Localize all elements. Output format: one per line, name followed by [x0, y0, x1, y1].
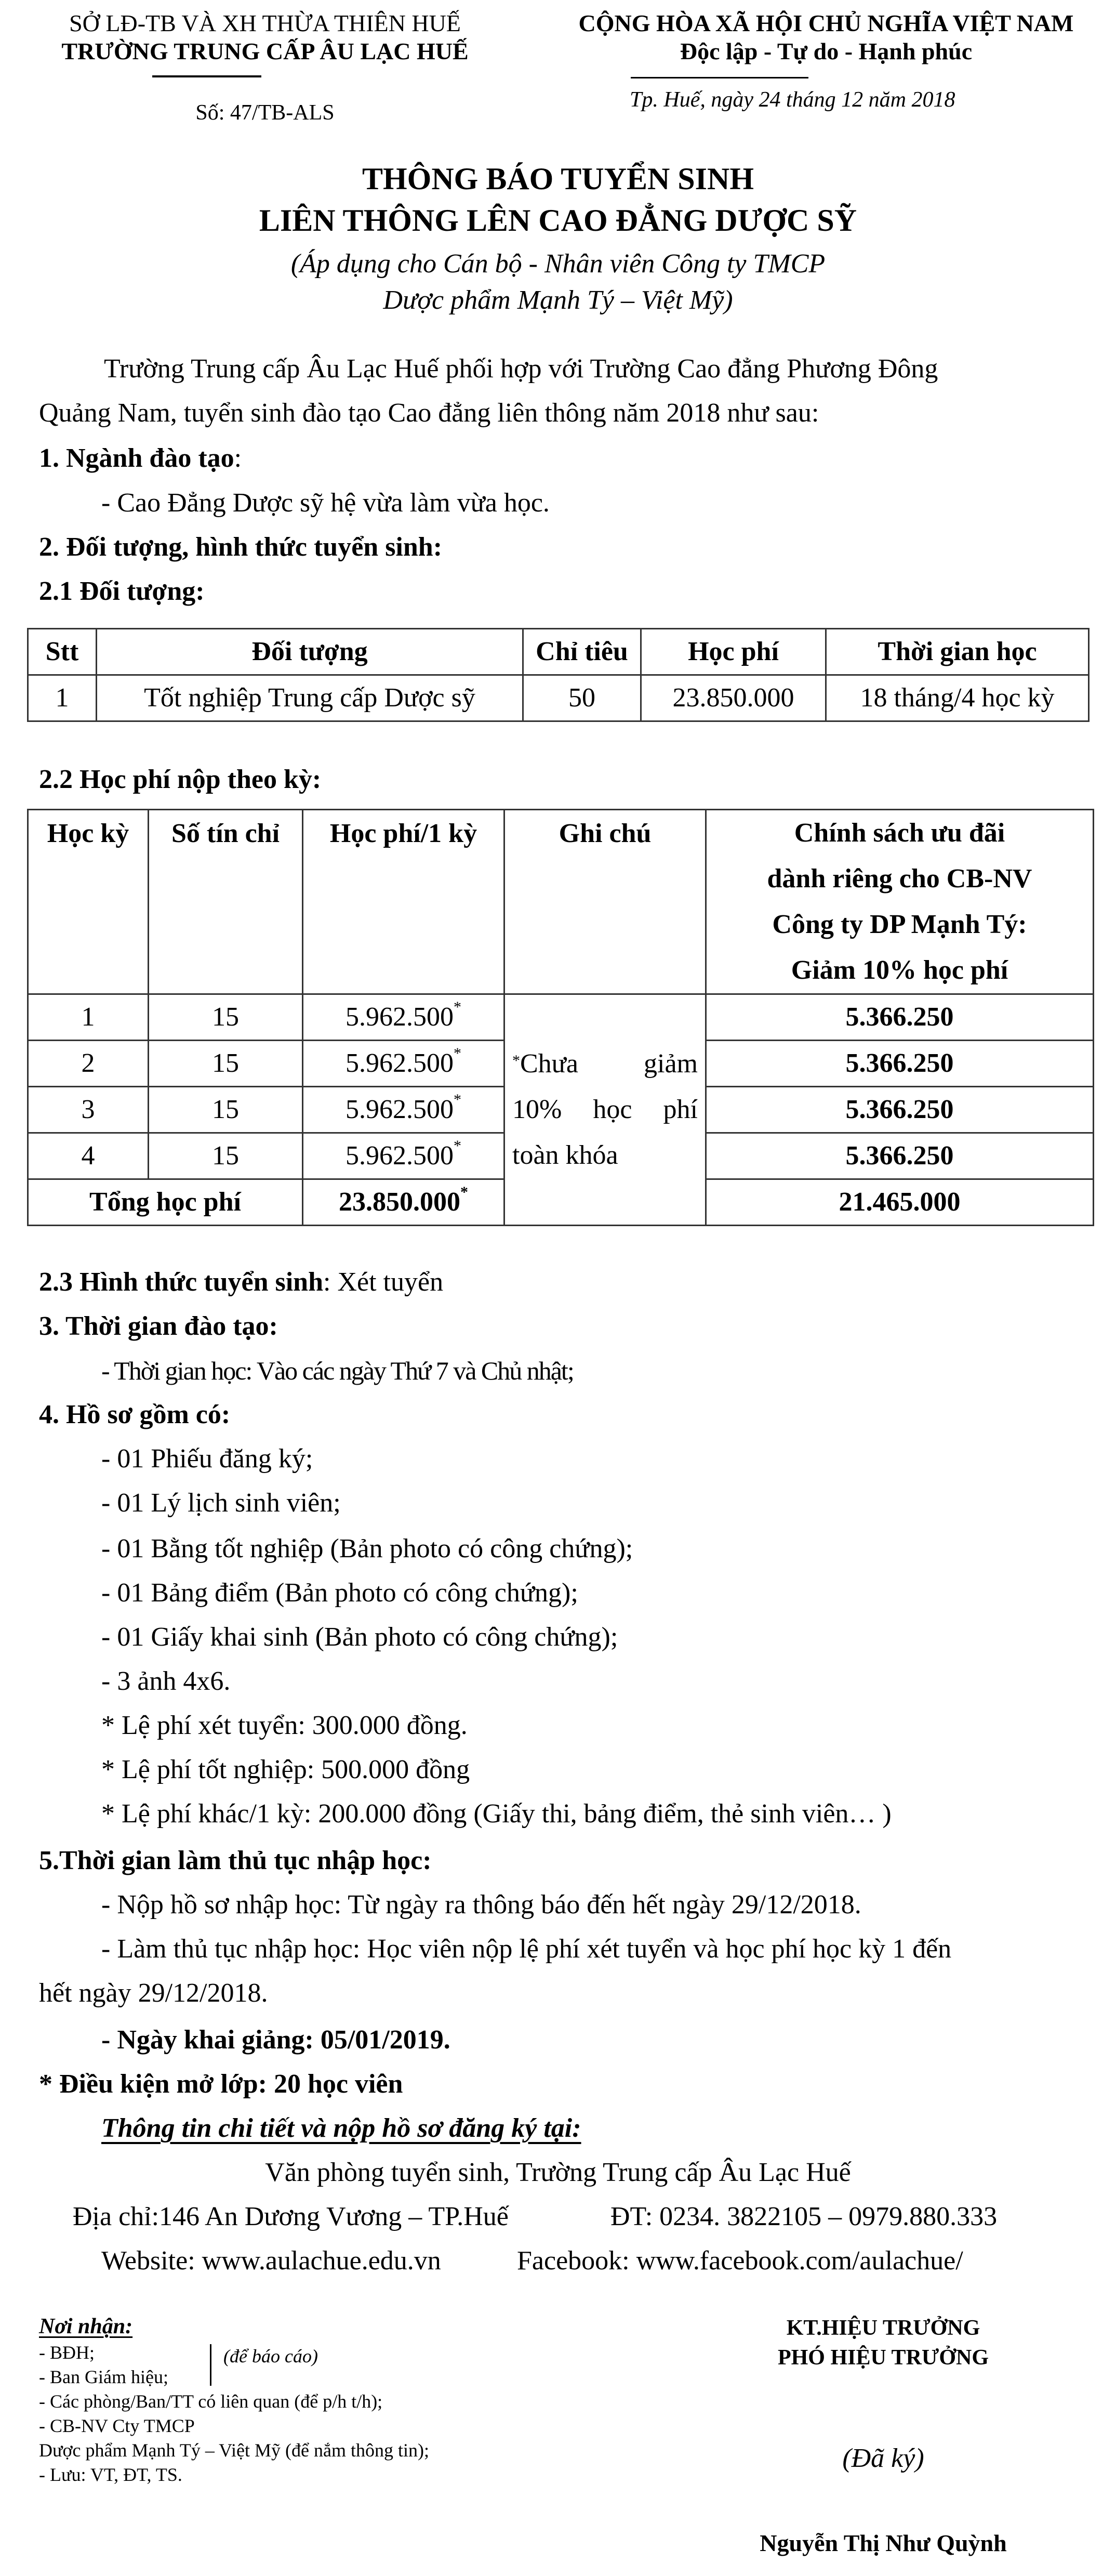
header-cell: Học phí/1 kỳ	[303, 810, 504, 994]
discounted-cell: 5.366.250	[706, 994, 1094, 1041]
credits-cell: 15	[149, 1087, 303, 1133]
target-table-header	[28, 629, 1089, 675]
policy-header-line: dành riêng cho CB-NV	[767, 864, 1032, 893]
fee-item: * Lệ phí xét tuyển: 300.000 đồng.	[101, 1711, 468, 1740]
contact-heading: Thông tin chi tiết và nộp hồ sơ đăng ký tại:	[101, 2113, 581, 2143]
term-cell: 1	[28, 994, 149, 1041]
table-cell: 50	[523, 675, 641, 721]
section3-item: - Thời gian học: Vào các ngày Thứ 7 và Chủ nhật;	[101, 1356, 574, 1385]
note-line	[512, 1041, 698, 1087]
fee-item: * Lệ phí tốt nghiệp: 500.000 đồng	[101, 1755, 470, 1784]
footnote-mark: *	[460, 1183, 468, 1201]
header-cell: Học kỳ	[28, 810, 149, 994]
table-row	[28, 994, 1094, 1041]
bracket-line	[210, 2344, 211, 2386]
term-cell: 4	[28, 1133, 149, 1179]
intro-paragraph-line2: Quảng Nam, tuyển sinh đào tạo Cao đẳng liên thông năm 2018 như sau:	[39, 398, 819, 428]
section5-item1: - Nộp hồ sơ nhập học: Từ ngày ra thông báo đến hết ngày 29/12/2018.	[101, 1890, 861, 1920]
document-item: - 01 Giấy khai sinh (Bản photo có công chứng);	[101, 1622, 618, 1652]
fee-table-header	[28, 810, 1094, 994]
note-line: toàn khóa	[512, 1140, 618, 1170]
recipient-item: - Ban Giám hiệu;	[39, 2367, 168, 2387]
table-cell: 1	[28, 675, 97, 721]
header-cell: Đối tượng	[97, 629, 523, 675]
fee-table	[27, 809, 1094, 1226]
fee-value: 5.962.500	[346, 1140, 454, 1171]
national-title: CỘNG HÒA XÃ HỘI CHỦ NGHĨA VIỆT NAM	[578, 10, 1074, 36]
document-item: - 01 Phiếu đăng ký;	[101, 1444, 313, 1474]
section2-1-heading: 2.1 Đối tượng:	[39, 576, 205, 606]
note-text: Chưa giảm	[520, 1049, 698, 1079]
policy-header-line: Giảm 10% học phí	[791, 955, 1008, 985]
note-line: 10% học phí	[512, 1095, 698, 1124]
agency-name: SỞ LĐ-TB VÀ XH THỪA THIÊN HUẾ	[69, 10, 461, 36]
total-fee-value: 23.850.000	[339, 1187, 460, 1217]
signature-title: KT.HIỆU TRƯỞNG	[786, 2316, 980, 2340]
discounted-cell: 5.366.250	[706, 1087, 1094, 1133]
national-motto: Độc lập - Tự do - Hạnh phúc	[680, 38, 973, 64]
document-item: - 01 Bằng tốt nghiệp (Bản photo có công chứng);	[101, 1534, 633, 1563]
note-cell	[504, 994, 706, 1226]
term-cell: 2	[28, 1041, 149, 1087]
class-condition: * Điều kiện mở lớp: 20 học viên	[39, 2069, 403, 2099]
fee-value: 5.962.500	[346, 1094, 454, 1124]
fee-item: * Lệ phí khác/1 kỳ: 200.000 đồng (Giấy thi, bảng điểm, thẻ sinh viên… )	[101, 1799, 892, 1829]
footnote-mark: *	[454, 1044, 461, 1062]
footnote-mark: *	[454, 1137, 461, 1154]
signed-mark: (Đã ký)	[842, 2443, 924, 2473]
fee-cell	[303, 1133, 504, 1179]
fee-cell	[303, 1087, 504, 1133]
signer-name: Nguyễn Thị Như Quỳnh	[760, 2530, 1007, 2556]
school-name-underline	[152, 75, 261, 77]
credits-cell: 15	[149, 994, 303, 1041]
notice-scope-line2: Dược phẩm Mạnh Tý – Việt Mỹ)	[383, 285, 733, 315]
document-item: - 01 Lý lịch sinh viên;	[101, 1488, 341, 1518]
section4-heading: 4. Hồ sơ gồm có:	[39, 1400, 231, 1429]
contact-website[interactable]: Website: www.aulachue.edu.vn	[101, 2246, 441, 2276]
header-cell: Thời gian học	[826, 629, 1089, 675]
section2-heading: 2. Đối tượng, hình thức tuyển sinh:	[39, 532, 443, 562]
recipients-heading: Nơi nhận:	[39, 2315, 133, 2338]
policy-header-line: Công ty DP Mạnh Tý:	[772, 910, 1027, 939]
total-discounted-cell: 21.465.000	[706, 1179, 1094, 1226]
section1-item: - Cao Đẳng Dược sỹ hệ vừa làm vừa học.	[101, 488, 550, 518]
contact-address: Địa chỉ:146 An Dương Vương – TP.Huế	[73, 2202, 509, 2231]
section5-item2-line2: hết ngày 29/12/2018.	[39, 1978, 268, 2008]
section2-3	[39, 1267, 443, 1297]
section3-heading: 3. Thời gian đào tạo:	[39, 1311, 278, 1341]
table-row	[28, 675, 1089, 721]
recipients-bracket-note: (để báo cáo)	[223, 2346, 318, 2367]
policy-header-line: Chính sách ưu đãi	[794, 818, 1005, 848]
policy-header-cell	[706, 810, 1094, 994]
section2-3-label: 2.3 Hình thức tuyển sinh	[39, 1267, 324, 1297]
section2-3-value: : Xét tuyển	[323, 1267, 444, 1297]
target-table	[27, 628, 1090, 722]
fee-cell	[303, 1041, 504, 1087]
footnote-mark: *	[454, 998, 461, 1016]
contact-facebook[interactable]: Facebook: www.facebook.com/aulachue/	[517, 2246, 963, 2276]
footnote-mark: *	[512, 1052, 520, 1069]
table-cell: Tốt nghiệp Trung cấp Dược sỹ	[97, 675, 523, 721]
header-cell: Số tín chỉ	[149, 810, 303, 994]
contact-office: Văn phòng tuyển sinh, Trường Trung cấp Âu Lạc Huế	[265, 2158, 851, 2187]
discounted-cell: 5.366.250	[706, 1133, 1094, 1179]
table-cell: 18 tháng/4 học kỳ	[826, 675, 1089, 721]
header-cell: Ghi chú	[504, 810, 706, 994]
recipient-item: Dược phẩm Mạnh Tý – Việt Mỹ (để nắm thông tin);	[39, 2440, 429, 2461]
intro-paragraph-line1: Trường Trung cấp Âu Lạc Huế phối hợp với Trường Cao đẳng Phương Đông	[104, 354, 938, 384]
opening-date: - Ngày khai giảng: 05/01/2019.	[101, 2025, 450, 2055]
header-cell: Stt	[28, 629, 97, 675]
section5-item2-line1: - Làm thủ tục nhập học: Học viên nộp lệ phí xét tuyển và học phí học kỳ 1 đến	[101, 1934, 952, 1964]
recipient-item: - Các phòng/Ban/TT có liên quan (để p/h t/h);	[39, 2391, 383, 2412]
section2-2-heading: 2.2 Học phí nộp theo kỳ:	[39, 765, 322, 794]
section1-heading-text: 1. Ngành đào tạo	[39, 443, 234, 473]
recipient-item: - CB-NV Cty TMCP	[39, 2415, 195, 2436]
document-number: Số: 47/TB-ALS	[195, 101, 335, 125]
recipient-item: - BĐH;	[39, 2342, 95, 2363]
total-fee-cell	[303, 1179, 504, 1226]
header-cell: Học phí	[641, 629, 826, 675]
notice-subtitle: LIÊN THÔNG LÊN CAO ĐẲNG DƯỢC SỸ	[259, 203, 857, 238]
header-cell: Chỉ tiêu	[523, 629, 641, 675]
section5-heading: 5.Thời gian làm thủ tục nhập học:	[39, 1846, 432, 1875]
fee-value: 5.962.500	[346, 1048, 454, 1078]
discounted-cell: 5.366.250	[706, 1041, 1094, 1087]
recipient-item: - Lưu: VT, ĐT, TS.	[39, 2464, 182, 2485]
table-cell: 23.850.000	[641, 675, 826, 721]
school-name: TRƯỜNG TRUNG CẤP ÂU LẠC HUẾ	[61, 38, 469, 64]
fee-cell	[303, 994, 504, 1041]
document-item: - 01 Bảng điểm (Bản photo có công chứng);	[101, 1578, 578, 1608]
document-item: - 3 ảnh 4x6.	[101, 1666, 231, 1696]
section1-heading	[39, 443, 242, 474]
total-label: Tổng học phí	[28, 1179, 303, 1226]
section1-heading-colon: :	[234, 443, 242, 473]
signature-position: PHÓ HIỆU TRƯỞNG	[777, 2346, 989, 2370]
footnote-mark: *	[454, 1090, 461, 1108]
credits-cell: 15	[149, 1041, 303, 1087]
notice-scope-line1: (Áp dụng cho Cán bộ - Nhân viên Công ty TMCP	[290, 249, 826, 279]
term-cell: 3	[28, 1087, 149, 1133]
motto-underline	[631, 77, 808, 78]
credits-cell: 15	[149, 1133, 303, 1179]
fee-value: 5.962.500	[346, 1002, 454, 1032]
contact-phone: ĐT: 0234. 3822105 – 0979.880.333	[610, 2202, 998, 2231]
notice-title: THÔNG BÁO TUYỂN SINH	[362, 162, 754, 196]
document-date: Tp. Huế, ngày 24 tháng 12 năm 2018	[630, 88, 955, 112]
